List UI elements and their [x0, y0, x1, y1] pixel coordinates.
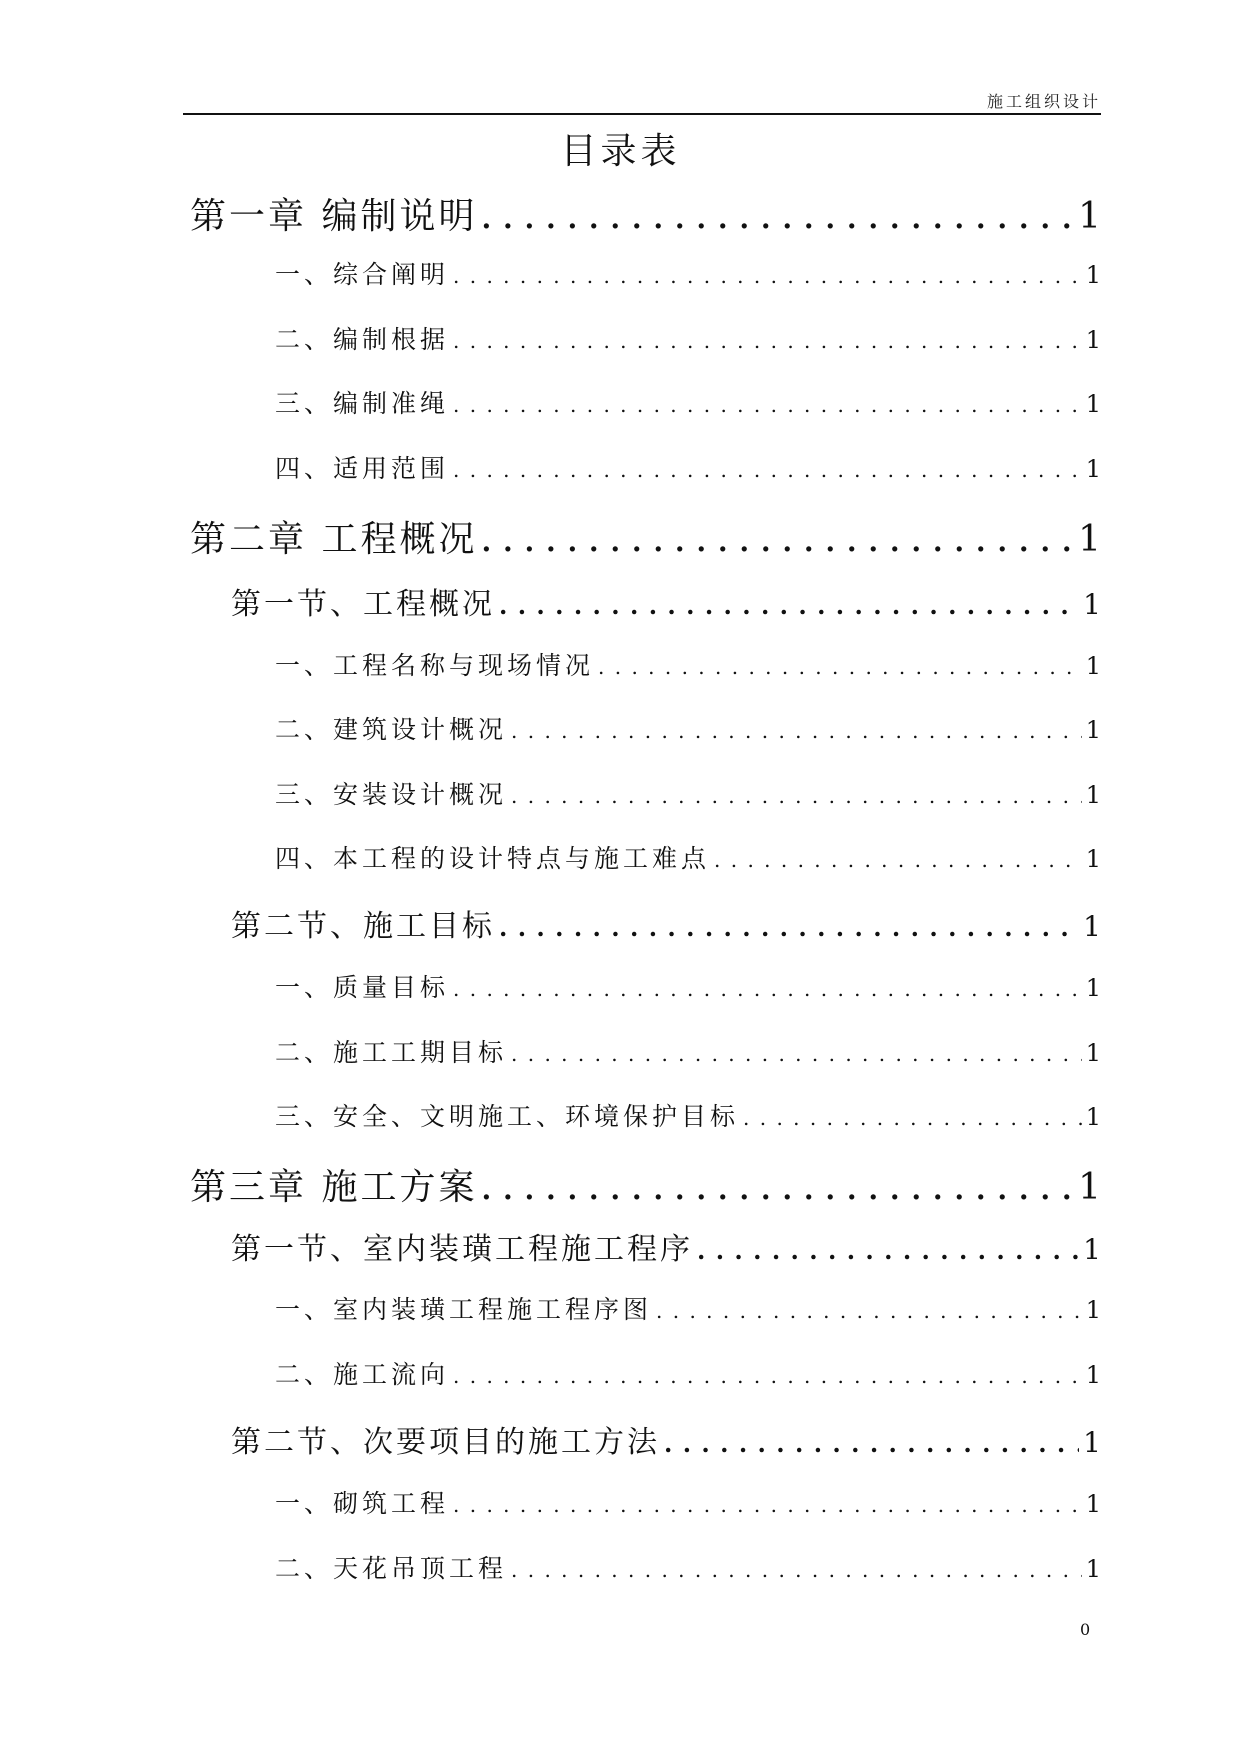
toc-entry-label: 一、质量目标 — [275, 973, 450, 1002]
dot-leader — [481, 525, 1074, 558]
toc-entry-label: 第二章 工程概况 — [190, 519, 478, 560]
toc-item-entry[interactable] — [0, 839, 1241, 875]
dot-leader — [453, 1364, 1082, 1388]
toc-entry-label: 第二节、施工目标 — [231, 909, 495, 944]
toc-chapter-entry[interactable] — [0, 511, 1241, 559]
toc-entry-label: 二、施工流向 — [275, 1360, 450, 1389]
toc-entry-page: 1 — [1085, 845, 1101, 873]
toc-entry-page: 1 — [1085, 390, 1101, 418]
toc-entry-label: 第一节、工程概况 — [231, 587, 495, 622]
toc-entry-label: 四、适用范围 — [275, 454, 450, 483]
toc-entry-page: 1 — [1078, 196, 1101, 237]
toc-section-entry[interactable] — [0, 901, 1241, 943]
toc-item-entry[interactable] — [0, 449, 1241, 485]
dot-leader — [714, 848, 1082, 872]
toc-entry-page: 1 — [1085, 455, 1101, 483]
toc-entry-label: 一、室内装璜工程施工程序图 — [275, 1295, 653, 1324]
dot-leader — [453, 329, 1082, 353]
toc-entry-page: 1 — [1085, 326, 1101, 354]
dot-leader — [499, 913, 1079, 942]
toc-chapter-entry[interactable] — [0, 1159, 1241, 1207]
toc-item-entry[interactable] — [0, 710, 1241, 746]
toc-entry-page: 1 — [1085, 261, 1101, 289]
toc-item-entry[interactable] — [0, 1484, 1241, 1520]
toc-entry-label: 一、综合阐明 — [275, 260, 450, 289]
toc-section-entry[interactable] — [0, 1224, 1241, 1266]
toc-entry-label: 二、施工工期目标 — [275, 1038, 508, 1067]
toc-entry-page: 1 — [1083, 588, 1101, 621]
footer-page-number: 0 — [1080, 1620, 1091, 1639]
dot-leader — [453, 1493, 1082, 1517]
toc-entry-page: 1 — [1085, 716, 1101, 744]
dot-leader — [697, 1236, 1079, 1265]
toc-entry-label: 第二节、次要项目的施工方法 — [231, 1425, 660, 1460]
toc-entry-page: 1 — [1085, 652, 1101, 680]
toc-entry-page: 1 — [1078, 1167, 1101, 1208]
toc-entry-label: 三、安装设计概况 — [275, 780, 508, 809]
toc-entry-page: 1 — [1085, 974, 1101, 1002]
toc-entry-page: 1 — [1083, 910, 1101, 943]
toc-entry-label: 一、砌筑工程 — [275, 1489, 450, 1518]
dot-leader — [499, 591, 1079, 620]
dot-leader — [743, 1106, 1082, 1130]
dot-leader — [453, 977, 1082, 1001]
toc-entry-label: 二、天花吊顶工程 — [275, 1554, 508, 1583]
dot-leader — [453, 264, 1082, 288]
toc-item-entry[interactable] — [0, 1355, 1241, 1391]
dot-leader — [511, 719, 1082, 743]
toc-section-entry[interactable] — [0, 579, 1241, 621]
dot-leader — [481, 1173, 1074, 1206]
toc-entry-page: 1 — [1078, 519, 1101, 560]
toc-entry-label: 二、编制根据 — [275, 325, 450, 354]
toc-item-entry[interactable] — [0, 646, 1241, 682]
header-divider — [183, 113, 1101, 115]
dot-leader — [511, 1558, 1082, 1582]
toc-entry-page: 1 — [1085, 1039, 1101, 1067]
page-header-title: 施工组织设计 — [986, 92, 1101, 111]
dot-leader — [481, 202, 1074, 235]
toc-item-entry[interactable] — [0, 1097, 1241, 1133]
toc-entry-label: 第三章 施工方案 — [190, 1167, 478, 1208]
toc-entry-page: 1 — [1083, 1233, 1101, 1266]
toc-entry-label: 第一节、室内装璜工程施工程序 — [231, 1232, 693, 1267]
toc-item-entry[interactable] — [0, 1033, 1241, 1069]
toc-item-entry[interactable] — [0, 255, 1241, 291]
dot-leader — [453, 393, 1082, 417]
toc-item-entry[interactable] — [0, 1290, 1241, 1326]
dot-leader — [453, 458, 1082, 482]
toc-entry-label: 三、安全、文明施工、环境保护目标 — [275, 1102, 740, 1131]
toc-section-entry[interactable] — [0, 1417, 1241, 1459]
toc-entry-label: 第一章 编制说明 — [190, 196, 478, 237]
toc-item-entry[interactable] — [0, 320, 1241, 356]
toc-entry-label: 四、本工程的设计特点与施工难点 — [275, 844, 711, 873]
toc-entry-page: 1 — [1085, 1555, 1101, 1583]
toc-item-entry[interactable] — [0, 775, 1241, 811]
toc-item-entry[interactable] — [0, 384, 1241, 420]
toc-entry-page: 1 — [1085, 1361, 1101, 1389]
dot-leader — [511, 784, 1082, 808]
toc-entry-label: 一、工程名称与现场情况 — [275, 651, 595, 680]
dot-leader — [664, 1429, 1079, 1458]
dot-leader — [656, 1299, 1082, 1323]
toc-entry-label: 三、编制准绳 — [275, 389, 450, 418]
toc-item-entry[interactable] — [0, 1549, 1241, 1585]
dot-leader — [598, 655, 1082, 679]
toc-entry-label: 二、建筑设计概况 — [275, 715, 508, 744]
toc-entry-page: 1 — [1085, 781, 1101, 809]
toc-entry-page: 1 — [1085, 1490, 1101, 1518]
toc-chapter-entry[interactable] — [0, 188, 1241, 236]
toc-entry-page: 1 — [1085, 1103, 1101, 1131]
dot-leader — [511, 1042, 1082, 1066]
toc-item-entry[interactable] — [0, 968, 1241, 1004]
toc-entry-page: 1 — [1083, 1426, 1101, 1459]
document-title: 目录表 — [560, 131, 681, 172]
toc-entry-page: 1 — [1085, 1296, 1101, 1324]
